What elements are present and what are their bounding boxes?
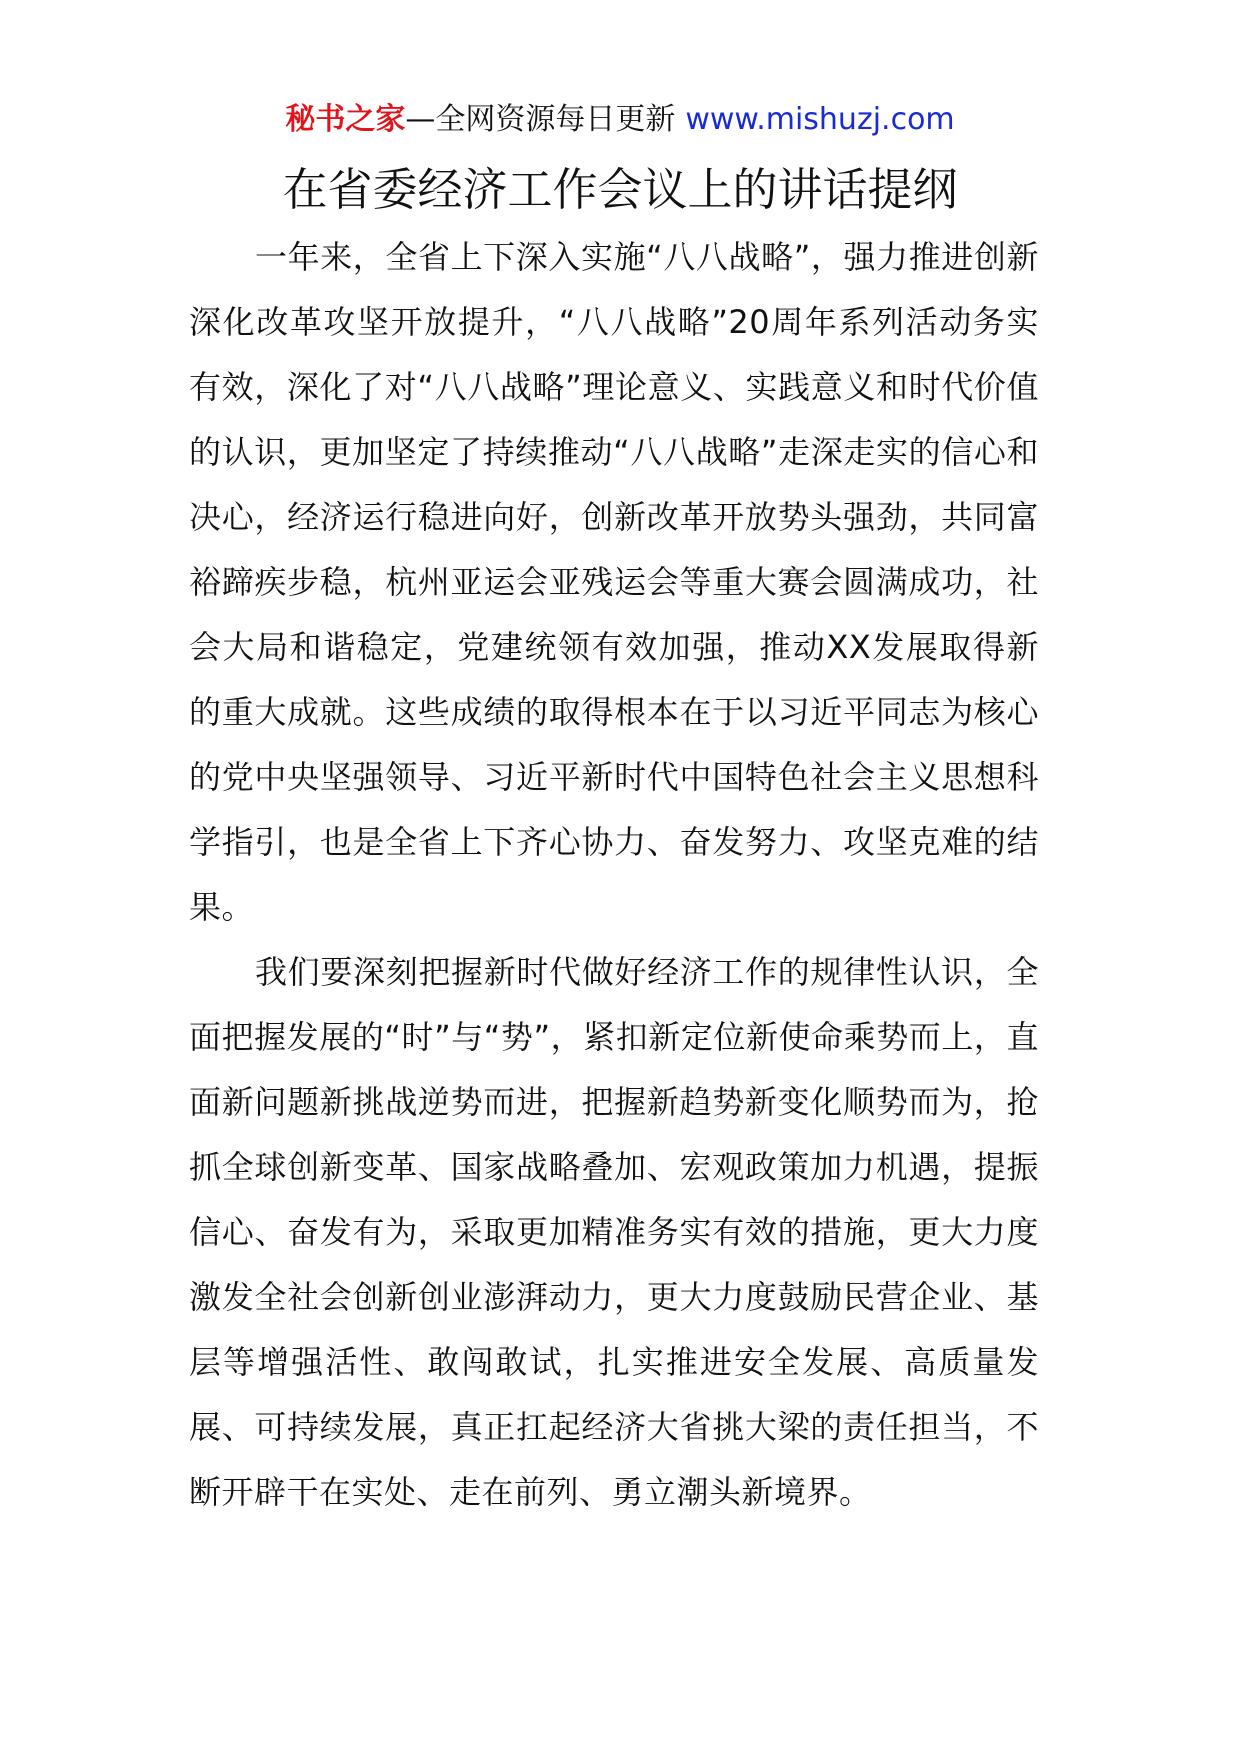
header-dash: — — [405, 102, 436, 137]
document-title: 在省委经济工作会议上的讲话提纲 — [282, 163, 958, 216]
paragraph-1: 一年来，全省上下深入实施“八八战略”，强力推进创新深化改革攻坚开放提升，“八八战略”20周年系列活动务实有效，深化了对“八八战略”理论意义、实践意义和时代价值的认识，更加坚定了持续推动“八八战略”走深走实的信心和决心，经济运行稳进向好，创新改革开放势头强劲，共同富裕蹄疾步稳，杭州亚运会亚残运会等重大赛会圆满成功，社会大局和谐稳定，党建统领有效加强，推动XX发展取得新的重大成就。这些成绩的取得根本在于以习近平同志为核心的党中央坚强领导、习近平新时代中国特色社会主义思想科学指引，也是全省上下齐心协力、奋发努力、攻坚克难的结果。 — [189, 238, 1039, 926]
paragraph-2: 我们要深刻把握新时代做好经济工作的规律性认识，全面把握发展的“时”与“势”，紧扣新定位新使命乘势而上，直面新问题新挑战逆势而进，把握新趋势新变化顺势而为，抢抓全球创新变革、国家战略叠加、宏观政策加力机遇，提振信心、奋发有为，采取更加精准务实有效的措施，更大力度激发全社会创新创业澎湃动力，更大力度鼓励民营企业、基层等增强活性、敢闯敢试，扎实推进安全发展、高质量发展、可持续发展，真正扛起经济大省挑大梁的责任担当，不断开辟干在实处、走在前列、勇立潮头新境界。 — [189, 953, 1039, 1511]
site-url-link[interactable]: www.mishuzj.com — [685, 102, 955, 137]
document-body — [189, 225, 1039, 1525]
brand-name: 秘书之家 — [285, 102, 406, 137]
site-header — [0, 100, 1240, 140]
header-slogan: 全网资源每日更新 — [435, 102, 676, 137]
